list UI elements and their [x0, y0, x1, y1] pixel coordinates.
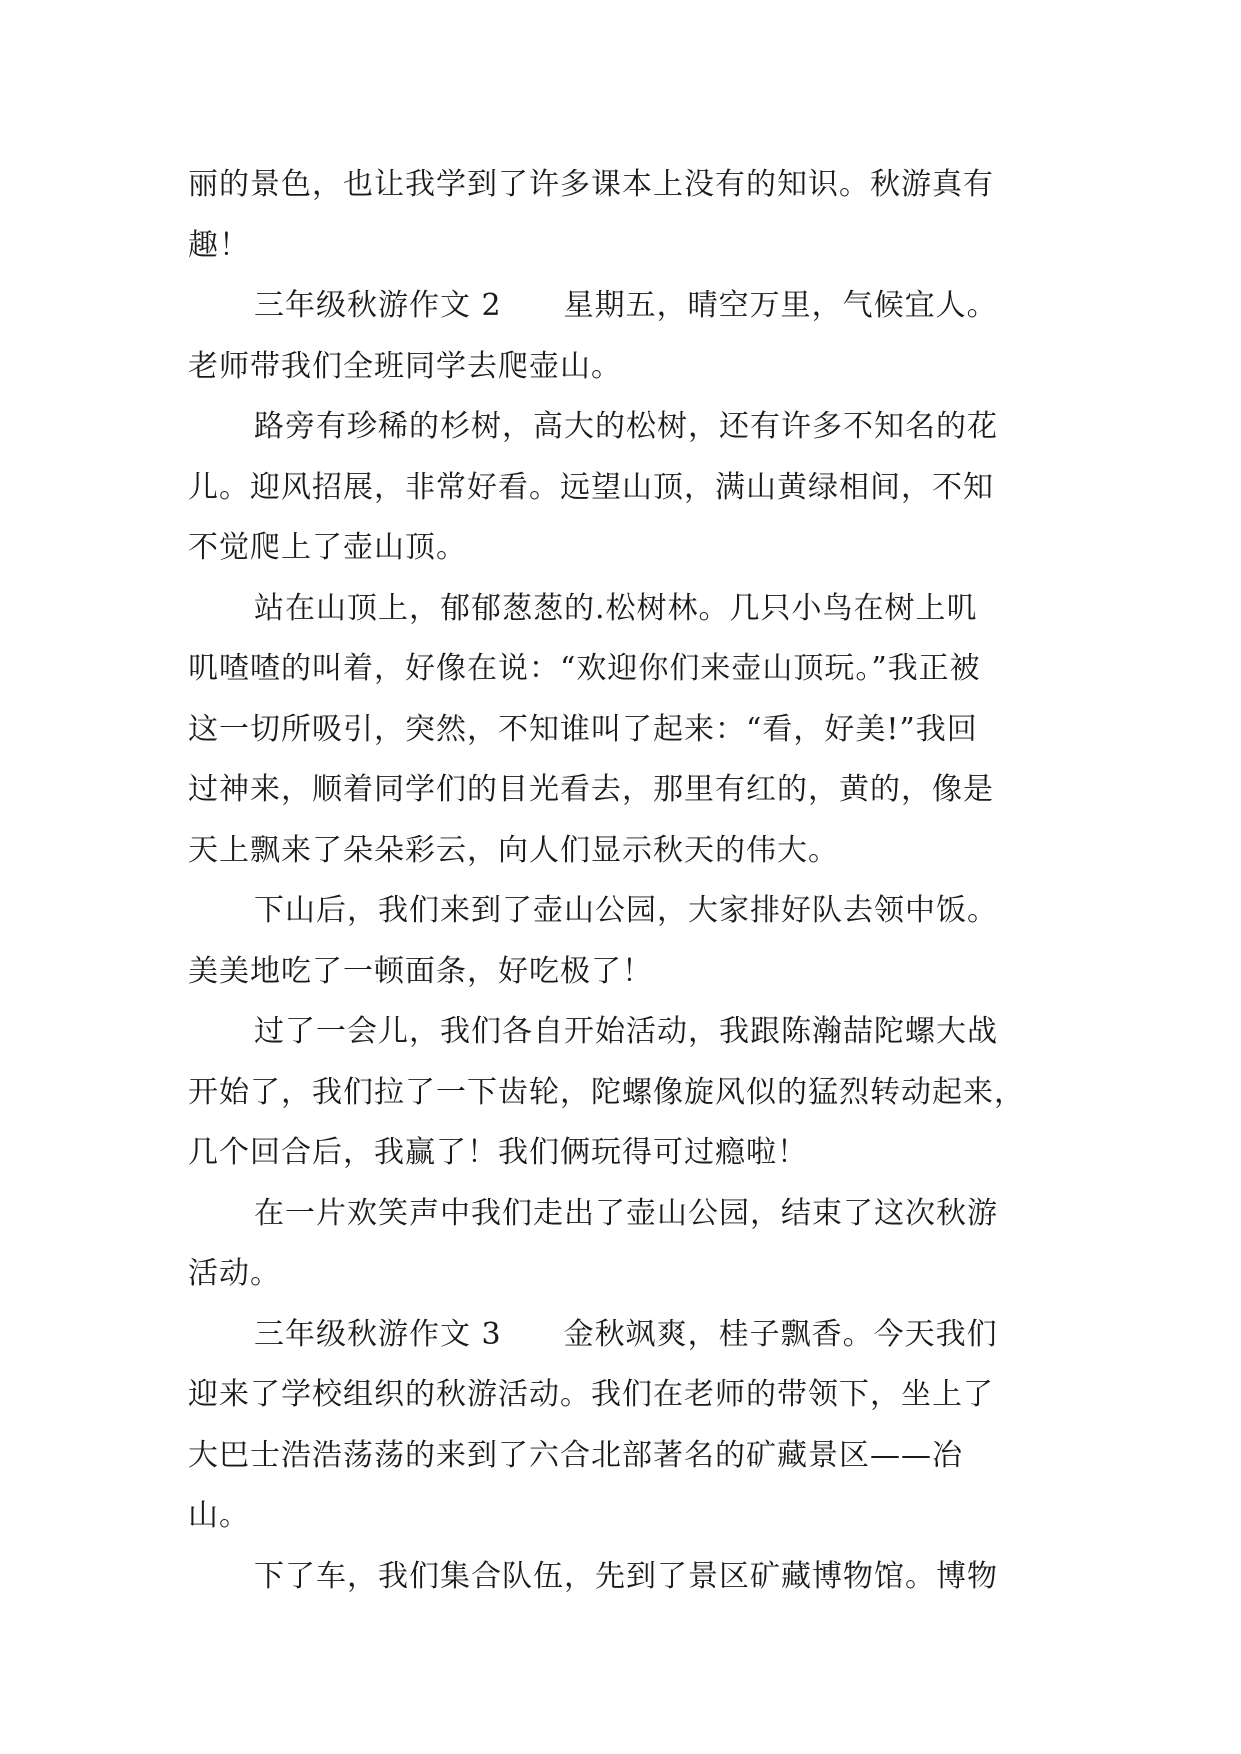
text-line: 老师带我们全班同学去爬壶山。	[188, 348, 622, 384]
essay-text-block	[188, 155, 1068, 1607]
text-line: 过神来，顺着同学们的目光看去，那里有红的，黄的，像是	[188, 772, 994, 807]
text-line: 山。	[188, 1498, 250, 1533]
text-line: 下了车，我们集合队伍，先到了景区矿藏博物馆。博物	[254, 1558, 998, 1594]
text-line: 三年级秋游作文 3 金秋飒爽，桂子飘香。今天我们	[254, 1316, 998, 1352]
text-line: 趣！	[188, 227, 250, 263]
text-line: 下山后，我们来到了壶山公园，大家排好队去领中饭。	[254, 893, 998, 928]
text-line: 开始了，我们拉了一下齿轮，陀螺像旋风似的猛烈转动起来，	[188, 1074, 1025, 1110]
text-line: 三年级秋游作文 2 星期五，晴空万里，气候宜人。	[254, 288, 998, 323]
text-line: 大巴士浩浩荡荡的来到了六合北部著名的矿藏景区——冶	[188, 1437, 963, 1473]
text-line: 站在山顶上，郁郁葱葱的.松树林。几只小鸟在树上叽	[254, 590, 978, 626]
text-line: 在一片欢笑声中我们走出了壶山公园，结束了这次秋游	[254, 1195, 998, 1231]
text-line: 活动。	[188, 1256, 281, 1291]
text-line: 叽喳喳的叫着，好像在说：“欢迎你们来壶山顶玩。”我正被	[188, 651, 981, 686]
text-line: 过了一会儿，我们各自开始活动，我跟陈瀚喆陀螺大战	[254, 1014, 998, 1049]
text-line: 儿。迎风招展，非常好看。远望山顶，满山黄绿相间，不知	[188, 469, 994, 505]
text-line: 丽的景色，也让我学到了许多课本上没有的知识。秋游真有	[188, 167, 994, 202]
text-line: 美美地吃了一顿面条，好吃极了！	[188, 953, 653, 989]
text-line: 天上飘来了朵朵彩云，向人们显示秋天的伟大。	[188, 832, 839, 868]
text-line: 几个回合后，我赢了！我们俩玩得可过瘾啦！	[188, 1135, 808, 1170]
text-line: 不觉爬上了壶山顶。	[188, 530, 467, 565]
text-line: 这一切所吸引，突然，不知谁叫了起来：“看，好美!”我回	[188, 711, 978, 747]
text-line: 迎来了学校组织的秋游活动。我们在老师的带领下，坐上了	[188, 1377, 994, 1412]
text-line: 路旁有珍稀的杉树，高大的松树，还有许多不知名的花	[254, 409, 998, 444]
